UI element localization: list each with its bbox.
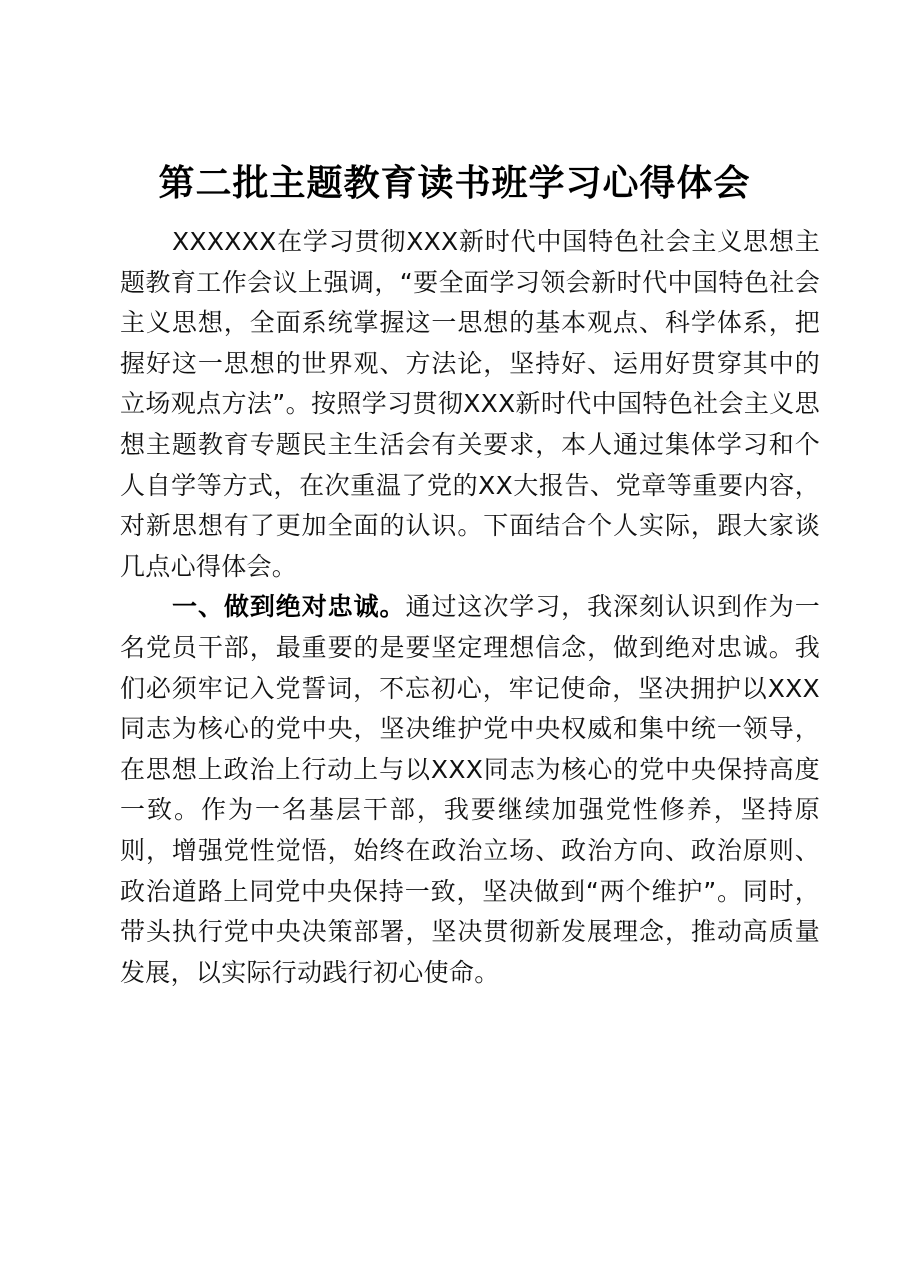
section-one-paragraph — [120, 587, 820, 993]
document-title: 第二批主题教育读书班学习心得体会 — [158, 162, 751, 204]
intro-paragraph-text: XXXXXX在学习贯彻XXX新时代中国特色社会主义思想主题教育工作会议上强调，“要全面学习领会新时代中国特色社会主义思想，全面系统掌握这一思想的基本观点、科学体系，把握好这一思想的世界观、方法论，坚持好、运用好贯穿其中的立场观点方法”。按照学习贯彻XXX新时代中国特色社会主义思想主题教育专题民主生活会有关要求，本人通过集体学习和个人自学等方式，在次重温了党的XX大报告、党章等重要内容，对新思想有了更加全面的认识。下面结合个人实际，跟大家谈几点心得体会。 — [120, 227, 820, 581]
document-body — [120, 222, 820, 993]
section-one-text: 通过这次学习，我深刻认识到作为一名党员干部，最重要的是要坚定理想信念，做到绝对忠诚。我们必须牢记入党誓词，不忘初心，牢记使命，坚决拥护以XXX同志为核心的党中央，坚决维护党中央权威和集中统一领导，在思想上政治上行动上与以XXX同志为核心的党中央保持高度一致。作为一名基层干部，我要继续加强党性修养，坚持原则，增强党性觉悟，始终在政治立场、政治方向、政治原则、政治道路上同党中央保持一致，坚决做到“两个维护”。同时，带头执行党中央决策部署，坚决贯彻新发展理念，推动高质量发展，以实际行动践行初心使命。 — [120, 592, 820, 987]
section-one-heading: 一、做到绝对忠诚。 — [172, 592, 406, 622]
intro-paragraph — [120, 222, 820, 587]
